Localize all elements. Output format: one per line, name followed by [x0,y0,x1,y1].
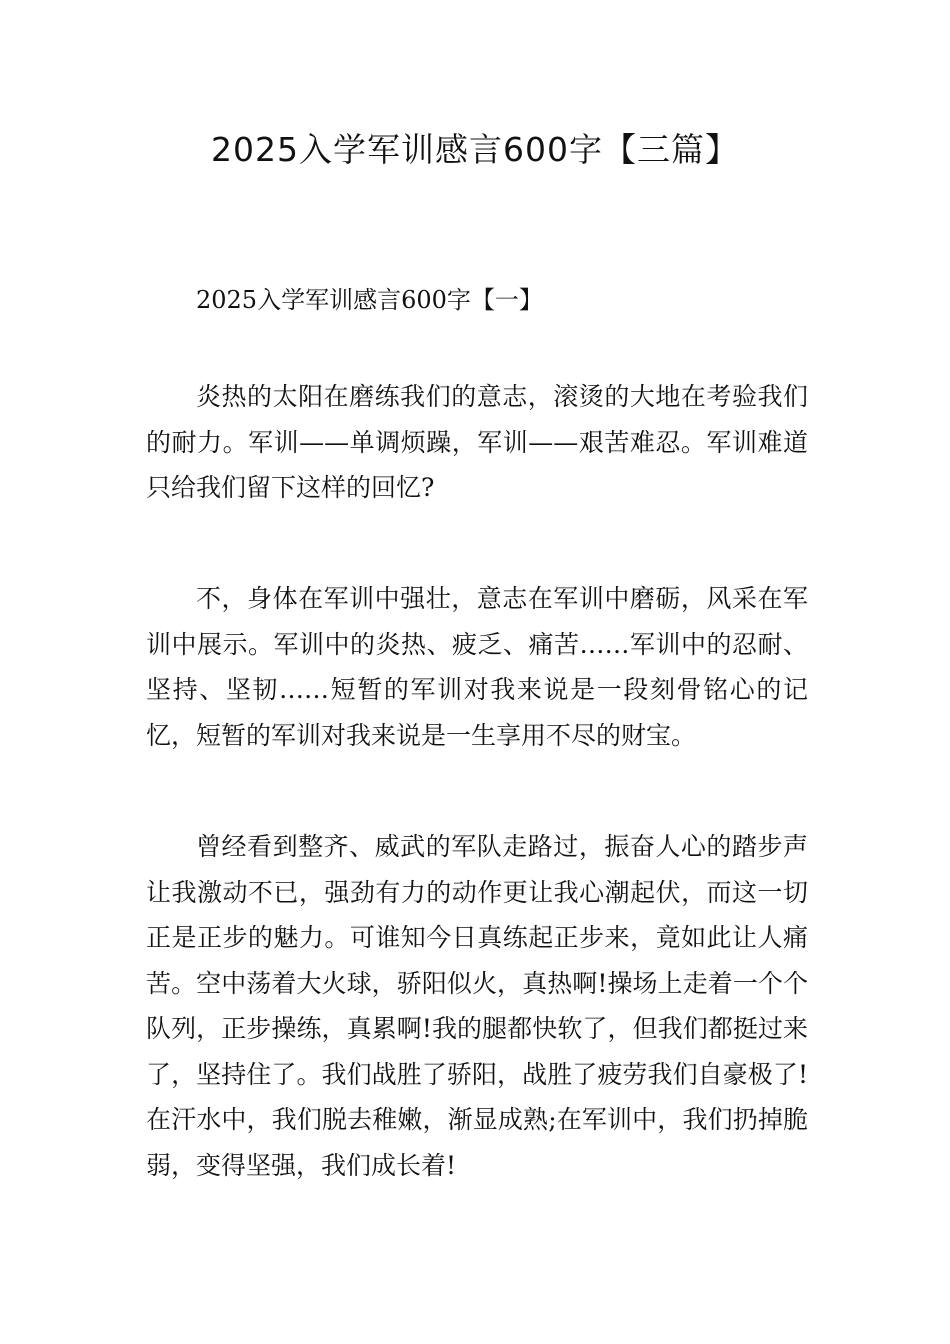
section-heading: 2025入学军训感言600字【一】 [196,286,543,314]
paragraph-3: 曾经看到整齐、威武的军队走路过，振奋人心的踏步声让我激动不已，强劲有力的动作更让我心潮起伏，而这一切正是正步的魅力。可谁知今日真练起正步来，竟如此让人痛苦。空中荡着大火球，骄阳似火，真热啊!操场上走着一个个队列，正步操练，真累啊!我的腿都快软了，但我们都挺过来了，坚持住了。我们战胜了骄阳，战胜了疲劳我们自豪极了!在汗水中，我们脱去稚嫩，渐显成熟;在军训中，我们扔掉脆弱，变得坚强，我们成长着! [146,832,808,1180]
document-title: 2025入学军训感言600字【三篇】 [211,130,739,169]
paragraph-2: 不，身体在军训中强壮，意志在军训中磨砺，风采在军训中展示。军训中的炎热、疲乏、痛苦……军训中的忍耐、坚持、坚韧……短暂的军训对我来说是一段刻骨铭心的记忆，短暂的军训对我来说是一生享用不尽的财宝。 [146,584,808,750]
paragraph-1: 炎热的太阳在磨练我们的意志，滚烫的大地在考验我们的耐力。军训——单调烦躁，军训——艰苦难忍。军训难道只给我们留下这样的回忆? [146,382,808,502]
